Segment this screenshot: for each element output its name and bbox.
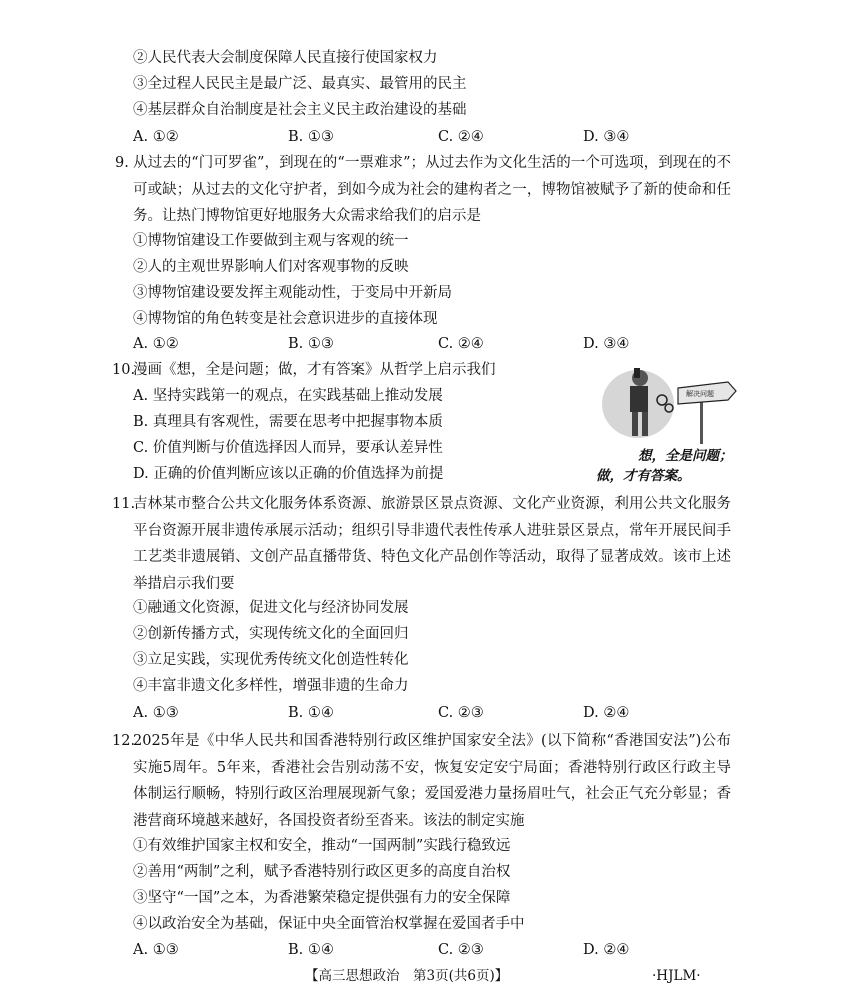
q8-option-a: A. ①②	[133, 129, 179, 145]
comic-drawing	[590, 364, 740, 444]
comic-body	[630, 386, 648, 412]
q9-option-c: C. ②④	[438, 336, 484, 352]
q10-comic	[590, 364, 740, 482]
q11-item-3: ③立足实践，实现优秀传统文化创造性转化	[133, 652, 409, 668]
q12-option-b: B. ①④	[288, 942, 334, 958]
q11-option-b: B. ①④	[288, 705, 334, 721]
q8-options	[133, 127, 733, 147]
q12-item-1: ①有效维护国家主权和安全，推动“一国两制”实践行稳致远	[133, 838, 511, 854]
comic-caption-line1: 想，全是问题；	[638, 448, 733, 464]
q11-option-d: D. ②④	[583, 705, 630, 721]
q11-item-4: ④丰富非遗文化多样性，增强非遗的生命力	[133, 678, 409, 694]
q9-item-3: ③博物馆建设要发挥主观能动性，于变局中开新局	[133, 285, 452, 301]
q12-item-3: ③坚守“一国”之本，为香港繁荣稳定提供强有力的安全保障	[133, 890, 511, 906]
comic-sign-text: 解决问题	[686, 390, 714, 398]
q9-options	[133, 334, 733, 354]
q12-item-2: ②善用“两制”之利，赋予香港特别行政区更多的高度自治权	[133, 864, 511, 880]
q11-item-2: ②创新传播方式，实现传统文化的全面回归	[133, 626, 409, 642]
q8-option-b: B. ①③	[288, 129, 334, 145]
q10-stem: 漫画《想，全是问题；做，才有答案》从哲学上启示我们	[133, 362, 496, 378]
q9-item-2: ②人的主观世界影响人们对客观事物的反映	[133, 259, 409, 275]
q11-option-a: A. ①③	[133, 705, 179, 721]
comic-leg-left	[632, 412, 638, 436]
q12-stem: 2025年是《中华人民共和国香港特别行政区维护国家安全法》(以下简称“香港国安法”)公布实施5周年。5年来，香港社会告别动荡不安，恢复安定安宁局面；香港特别行政区行政主导体制运行顺畅，特别行政区治理展现新气象；爱国爱港力量扬眉吐气，社会正气充分彰显；香港营商环境越来越好，各国投资者纷至沓来。该法的制定实施	[133, 733, 731, 829]
q9-item-1: ①博物馆建设工作要做到主观与客观的统一	[133, 233, 409, 249]
q12-number: 12.	[112, 733, 136, 749]
q9-number: 9.	[115, 155, 129, 171]
comic-leg-right	[642, 412, 648, 436]
q12-option-d: D. ②④	[583, 942, 630, 958]
comic-caption-line2: 做，才有答案。	[596, 468, 691, 484]
q11-options	[133, 703, 733, 723]
footer-code: ·HJLM·	[652, 968, 701, 984]
footer-page-label: 【高三思想政治 第3页(共6页)】	[305, 968, 509, 984]
q8-option-d: D. ③④	[583, 129, 630, 145]
q11-number: 11.	[112, 496, 136, 512]
q12-option-c: C. ②③	[438, 942, 484, 958]
q11-item-1: ①融通文化资源，促进文化与经济协同发展	[133, 600, 409, 616]
q10-option-c: C. 价值判断与价值选择因人而异，要承认差异性	[133, 440, 443, 456]
q10-option-b: B. 真理具有客观性，需要在思考中把握事物本质	[133, 414, 443, 430]
q8-item-4: ④基层群众自治制度是社会主义民主政治建设的基础	[133, 102, 467, 118]
q9-option-d: D. ③④	[583, 336, 630, 352]
q9-option-a: A. ①②	[133, 336, 179, 352]
q12-item-4: ④以政治安全为基础，保证中央全面管治权掌握在爱国者手中	[133, 916, 525, 932]
q9-option-b: B. ①③	[288, 336, 334, 352]
q10-option-a: A. 坚持实践第一的观点，在实践基础上推动发展	[133, 388, 443, 404]
q8-item-2: ②人民代表大会制度保障人民直接行使国家权力	[133, 50, 438, 66]
q10-number: 10.	[112, 362, 136, 378]
q11-option-c: C. ②③	[438, 705, 484, 721]
q8-option-c: C. ②④	[438, 129, 484, 145]
q11-stem: 吉林某市整合公共文化服务体系资源、旅游景区景点资源、文化产业资源，利用公共文化服务平台资源开展非遗传承展示活动；组织引导非遗代表性传承人进驻景区景点，常年开展民间手工艺类非遗展销、文创产品直播带货、特色文化产品创作等活动，取得了显著成效。该市上述举措启示我们要	[133, 496, 731, 592]
q12-options	[133, 940, 733, 960]
q8-item-3: ③全过程人民民主是最广泛、最真实、最管用的民主	[133, 76, 467, 92]
q12-option-a: A. ①③	[133, 942, 179, 958]
comic-question-mark	[634, 368, 640, 378]
q9-item-4: ④博物馆的角色转变是社会意识进步的直接体现	[133, 311, 438, 327]
q10-option-d: D. 正确的价值判断应该以正确的价值选择为前提	[133, 466, 444, 482]
q9-stem: 从过去的“门可罗雀”，到现在的“一票难求”；从过去作为文化生活的一个可选项，到现在的不可或缺；从过去的文化守护者，到如今成为社会的建构者之一，博物馆被赋予了新的使命和任务。让热门博物馆更好地服务大众需求给我们的启示是	[133, 155, 731, 225]
